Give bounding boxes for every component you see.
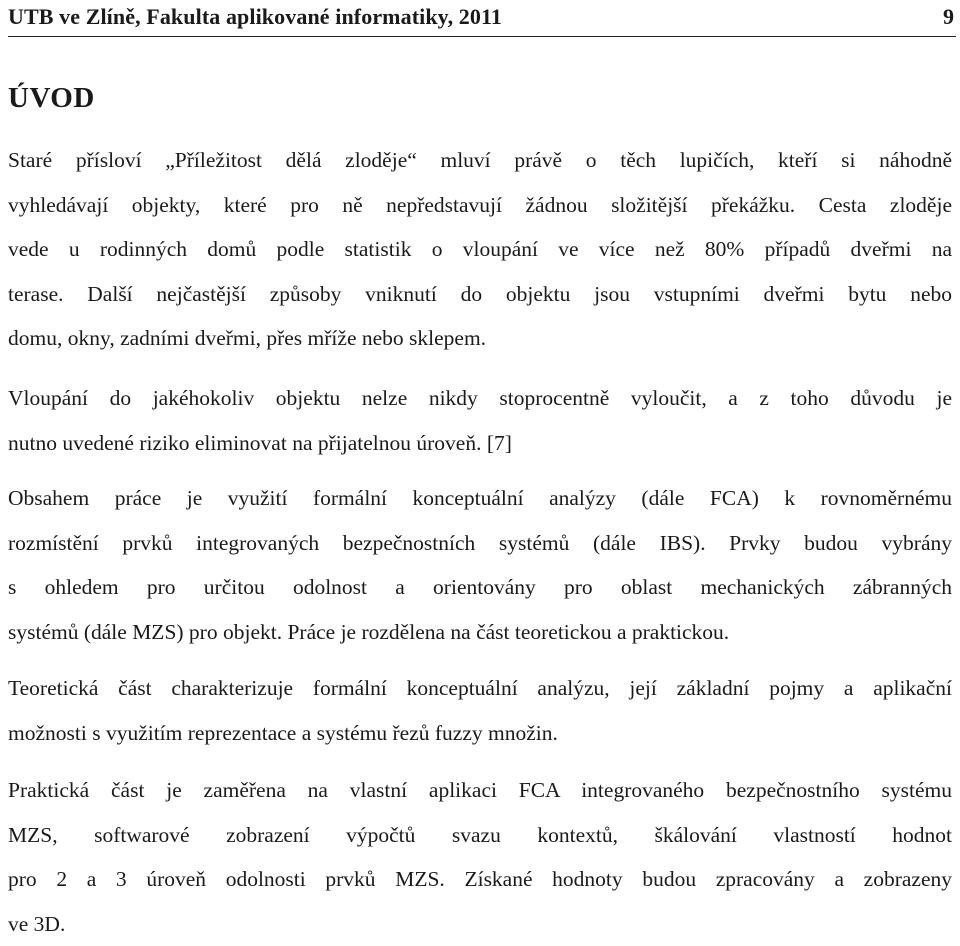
paragraph-intro (8, 138, 952, 361)
text-line: pro 2 a 3 úroveň odolnosti prvků MZS. Získané hodnoty budou zpracovány a zobrazeny (8, 857, 952, 902)
text-line: systémů (dále MZS) pro objekt. Práce je rozdělena na část teoretickou a praktickou. (8, 610, 952, 655)
text-line: rozmístění prvků integrovaných bezpečnostních systémů (dále IBS). Prvky budou vybrány (8, 521, 952, 566)
text-line: ve 3D. (8, 902, 952, 946)
text-line: možnosti s využitím reprezentace a systému řezů fuzzy množin. (8, 711, 952, 756)
paragraph-content (8, 476, 952, 654)
text-line: Staré přísloví „Příležitost dělá zloděje“ mluví právě o těch lupičích, kteří si náhodně (8, 138, 952, 183)
text-line: vyhledávají objekty, které pro ně nepředstavují žádnou složitější překážku. Cesta zloděje (8, 183, 952, 228)
section-heading: ÚVOD (8, 82, 95, 115)
text-line: domu, okny, zadními dveřmi, přes mříže nebo sklepem. (8, 316, 952, 361)
page-header (8, 0, 956, 37)
text-line: Obsahem práce je využití formální konceptuální analýzy (dále FCA) k rovnoměrnému (8, 476, 952, 521)
text-line: s ohledem pro určitou odolnost a orientovány pro oblast mechanických zábranných (8, 565, 952, 610)
text-line: nutno uvedené riziko eliminovat na přijatelnou úroveň. [7] (8, 421, 952, 466)
text-line: Praktická část je zaměřena na vlastní aplikaci FCA integrovaného bezpečnostního systému (8, 768, 952, 813)
text-line: terase. Další nejčastější způsoby vniknutí do objektu jsou vstupními dveřmi bytu nebo (8, 272, 952, 317)
paragraph-practice (8, 768, 952, 946)
paragraph-theory (8, 666, 952, 755)
text-line: vede u rodinných domů podle statistik o vloupání ve více než 80% případů dveřmi na (8, 227, 952, 272)
page-number: 9 (943, 4, 954, 30)
text-line: Vloupání do jakéhokoliv objektu nelze nikdy stoprocentně vyloučit, a z toho důvodu je (8, 376, 952, 421)
running-header-title: UTB ve Zlíně, Fakulta aplikované informatiky, 2011 (8, 4, 502, 30)
paragraph-risk (8, 376, 952, 465)
text-line: MZS, softwarové zobrazení výpočtů svazu kontextů, škálování vlastností hodnot (8, 813, 952, 858)
text-line: Teoretická část charakterizuje formální konceptuální analýzu, její základní pojmy a aplikační (8, 666, 952, 711)
